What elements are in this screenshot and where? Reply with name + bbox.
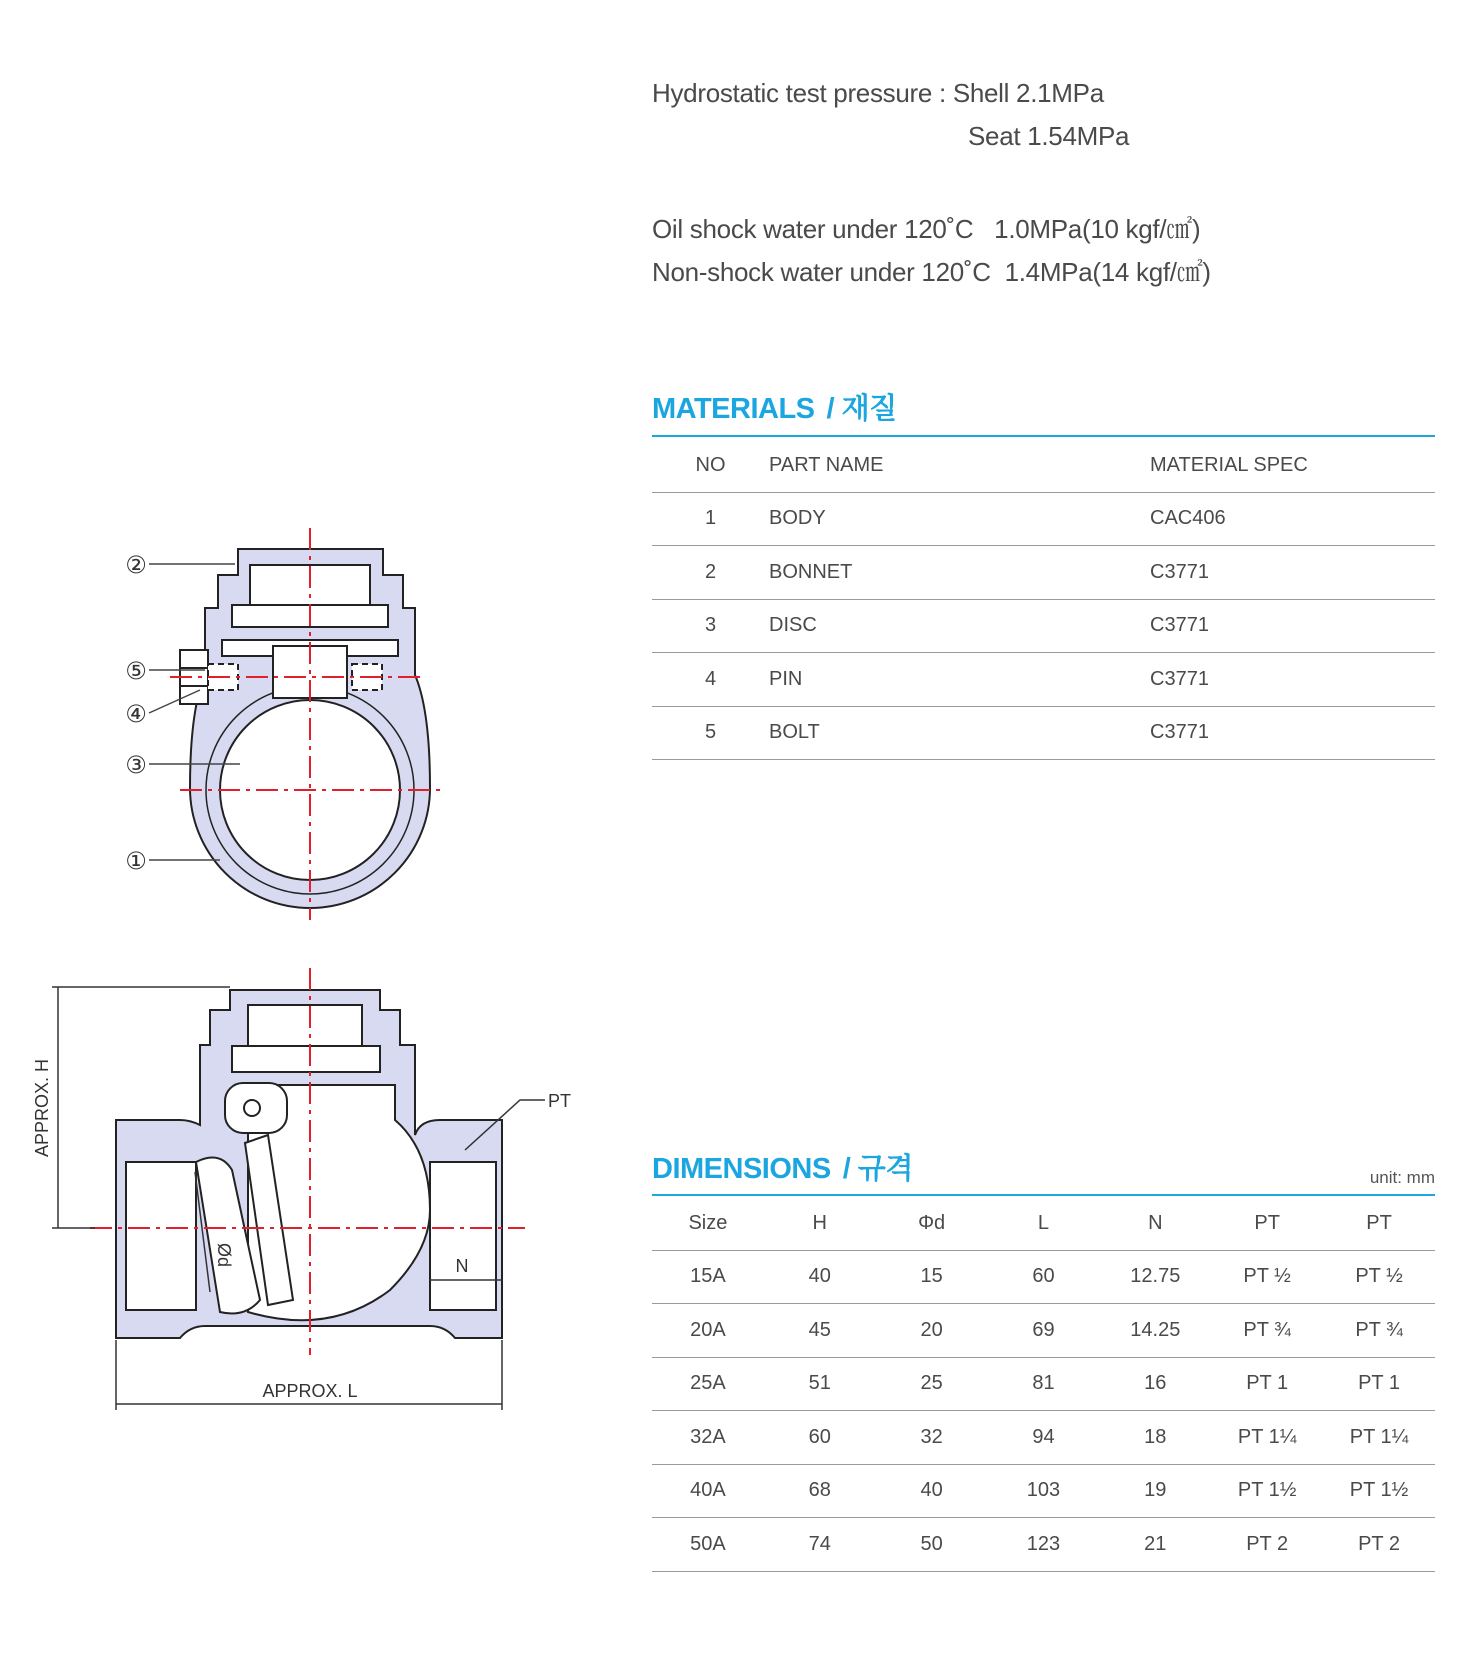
materials-table xyxy=(652,439,1435,760)
header-phi-d: Φd xyxy=(876,1197,988,1250)
hinge-pin xyxy=(244,1100,260,1116)
phi-d-label: Ød xyxy=(214,1242,234,1268)
table-row xyxy=(652,1250,1435,1304)
cell-size: 32A xyxy=(652,1411,764,1465)
cell-n: 21 xyxy=(1099,1518,1211,1572)
cell-h: 45 xyxy=(764,1304,876,1358)
cell-phi-d: 50 xyxy=(876,1518,988,1572)
table-header-row xyxy=(652,1197,1435,1250)
bonnet-flange-side xyxy=(232,1046,380,1072)
cell-n: 14.25 xyxy=(1099,1304,1211,1358)
cell-no: 2 xyxy=(652,546,769,600)
cell-pt: PT ½ xyxy=(1211,1250,1323,1304)
cell-pt: PT 2 xyxy=(1211,1518,1323,1572)
cell-material-spec: C3771 xyxy=(1150,706,1435,760)
cell-pt: PT ¾ xyxy=(1211,1304,1323,1358)
cell-part-name: DISC xyxy=(769,599,1150,653)
cell-phi-d: 15 xyxy=(876,1250,988,1304)
table-row xyxy=(652,1464,1435,1518)
cell-no: 5 xyxy=(652,706,769,760)
header-no: NO xyxy=(652,439,769,492)
oil-shock-text: Oil shock water under 120˚C 1.0MPa(10 kgf/㎠) xyxy=(652,214,1201,244)
front-section-view xyxy=(180,549,430,908)
table-row xyxy=(652,1518,1435,1572)
cell-pt: PT 1¼ xyxy=(1211,1411,1323,1465)
cell-part-name: BODY xyxy=(769,492,1150,546)
table-row xyxy=(652,492,1435,546)
approx-h-label: APPROX. H xyxy=(32,1058,52,1158)
cell-l: 94 xyxy=(988,1411,1100,1465)
callout-4: ④ xyxy=(125,701,147,728)
table-row xyxy=(652,706,1435,760)
cell-l: 103 xyxy=(988,1464,1100,1518)
header-part-name: PART NAME xyxy=(769,439,1150,492)
cell-no: 1 xyxy=(652,492,769,546)
callout-2: ② xyxy=(125,552,147,579)
callout-3: ③ xyxy=(125,752,147,779)
cell-part-name: BOLT xyxy=(769,706,1150,760)
cell-size: 15A xyxy=(652,1250,764,1304)
cell-h: 74 xyxy=(764,1518,876,1572)
cell-pt: PT 1½ xyxy=(1211,1464,1323,1518)
dimensions-title xyxy=(652,1146,913,1187)
callout-5: ⑤ xyxy=(125,658,147,685)
cell-pt: PT ¾ xyxy=(1323,1304,1435,1358)
cell-part-name: BONNET xyxy=(769,546,1150,600)
approx-l-label: APPROX. L xyxy=(262,1381,358,1401)
cell-h: 40 xyxy=(764,1250,876,1304)
table-row xyxy=(652,1411,1435,1465)
cell-material-spec: C3771 xyxy=(1150,546,1435,600)
dimensions-title-ko: / 규격 xyxy=(842,1153,913,1185)
unit-label: unit: mm xyxy=(1369,1168,1435,1187)
materials-title xyxy=(652,386,897,427)
table-header-row xyxy=(652,439,1435,492)
cell-n: 16 xyxy=(1099,1357,1211,1411)
table-row xyxy=(652,546,1435,600)
dimensions-title-en: DIMENSIONS xyxy=(652,1153,831,1185)
header-pt: PT xyxy=(1323,1197,1435,1250)
cell-n: 19 xyxy=(1099,1464,1211,1518)
cell-h: 51 xyxy=(764,1357,876,1411)
table-row xyxy=(652,1304,1435,1358)
cell-material-spec: CAC406 xyxy=(1150,492,1435,546)
inlet-port xyxy=(126,1162,196,1310)
hydrostatic-pressure-text: Hydrostatic test pressure : Shell 2.1MPa xyxy=(652,78,1104,108)
non-shock-text: Non-shock water under 120˚C 1.4MPa(14 kgf/㎠) xyxy=(652,257,1211,287)
cell-size: 25A xyxy=(652,1357,764,1411)
cell-material-spec: C3771 xyxy=(1150,599,1435,653)
header-pt: PT xyxy=(1211,1197,1323,1250)
materials-rule xyxy=(652,435,1435,437)
cell-n: 18 xyxy=(1099,1411,1211,1465)
n-label: N xyxy=(455,1256,469,1276)
cell-pt: PT 2 xyxy=(1323,1518,1435,1572)
cell-pt: PT ½ xyxy=(1323,1250,1435,1304)
cell-h: 68 xyxy=(764,1464,876,1518)
materials-title-en: MATERIALS xyxy=(652,393,815,425)
cell-size: 40A xyxy=(652,1464,764,1518)
cell-pt: PT 1½ xyxy=(1323,1464,1435,1518)
table-row xyxy=(652,1357,1435,1411)
cell-l: 60 xyxy=(988,1250,1100,1304)
pt-label: PT xyxy=(548,1091,572,1111)
cell-pt: PT 1 xyxy=(1211,1357,1323,1411)
cell-n: 12.75 xyxy=(1099,1250,1211,1304)
cell-pt: PT 1¼ xyxy=(1323,1411,1435,1465)
cell-material-spec: C3771 xyxy=(1150,653,1435,707)
materials-title-ko: / 재질 xyxy=(826,393,897,425)
dimensions-table xyxy=(652,1197,1435,1572)
header-l: L xyxy=(988,1197,1100,1250)
callout-1: ① xyxy=(125,848,147,875)
cell-l: 81 xyxy=(988,1357,1100,1411)
cell-phi-d: 32 xyxy=(876,1411,988,1465)
outlet-port xyxy=(430,1162,496,1310)
header-size: Size xyxy=(652,1197,764,1250)
cell-no: 4 xyxy=(652,653,769,707)
cell-phi-d: 20 xyxy=(876,1304,988,1358)
table-row xyxy=(652,599,1435,653)
cell-pt: PT 1 xyxy=(1323,1357,1435,1411)
cell-l: 69 xyxy=(988,1304,1100,1358)
valve-drawing xyxy=(0,0,650,1653)
header-material-spec: MATERIAL SPEC xyxy=(1150,439,1435,492)
cell-phi-d: 25 xyxy=(876,1357,988,1411)
header-h: H xyxy=(764,1197,876,1250)
dimensions-rule xyxy=(652,1194,1435,1196)
cell-size: 50A xyxy=(652,1518,764,1572)
cell-phi-d: 40 xyxy=(876,1464,988,1518)
table-row xyxy=(652,653,1435,707)
cell-h: 60 xyxy=(764,1411,876,1465)
header-n: N xyxy=(1099,1197,1211,1250)
cell-part-name: PIN xyxy=(769,653,1150,707)
cell-l: 123 xyxy=(988,1518,1100,1572)
seat-pressure-text: Seat 1.54MPa xyxy=(968,121,1130,151)
cell-no: 3 xyxy=(652,599,769,653)
cell-size: 20A xyxy=(652,1304,764,1358)
